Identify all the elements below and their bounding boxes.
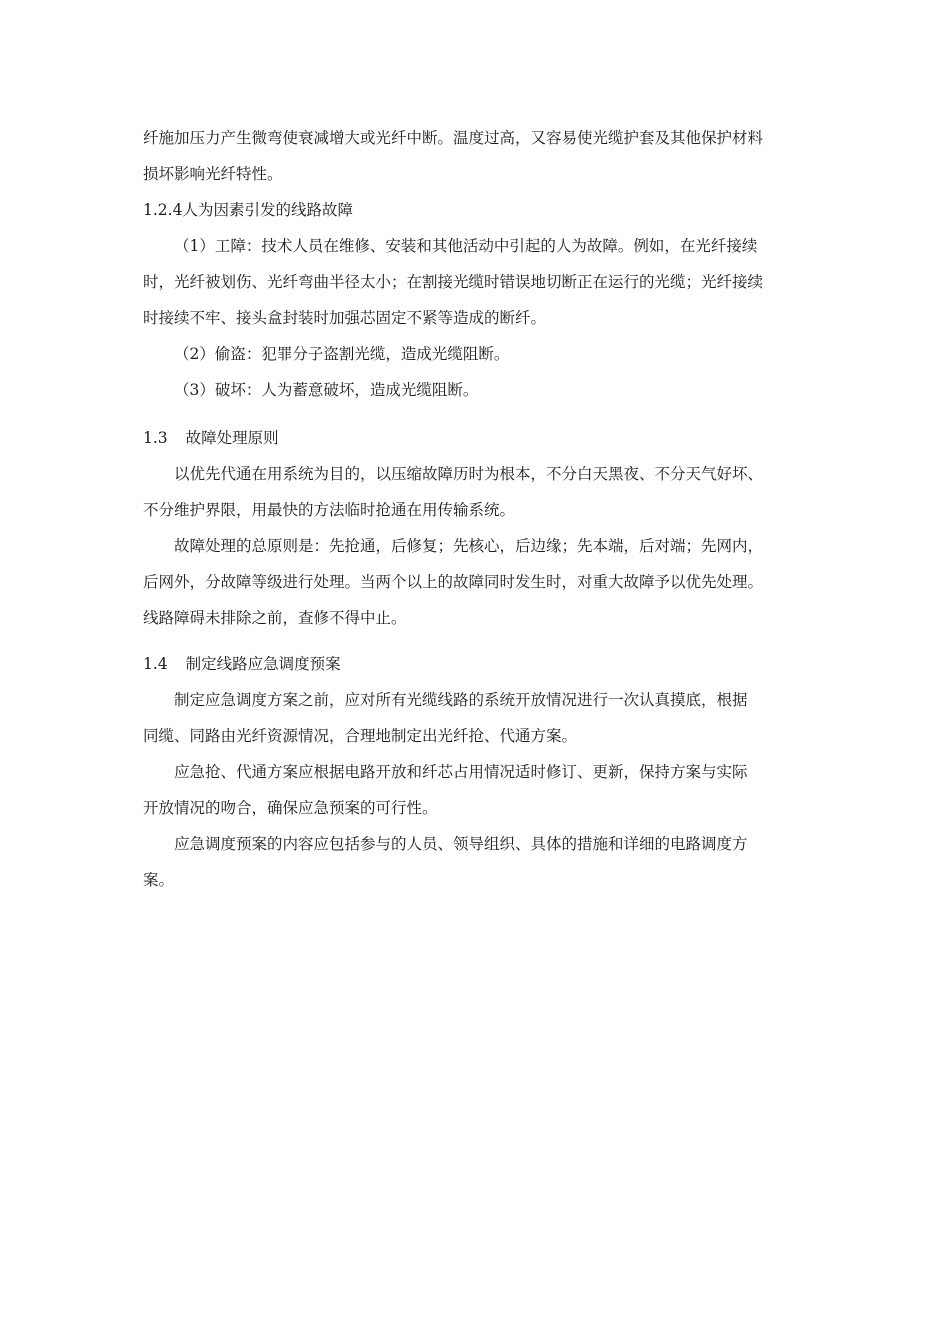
text-line: 制定应急调度方案之前，应对所有光缆线路的系统开放情况进行一次认真摸底，根据 xyxy=(174,691,748,709)
section-heading-1-3 xyxy=(143,420,808,456)
paragraph-principle-goal xyxy=(143,456,808,528)
text-line: 后网外，分故障等级进行处理。当两个以上的故障同时发生时，对重大故障予以优先处理。 xyxy=(143,573,764,591)
section-heading-1-4 xyxy=(143,646,808,682)
paragraph-theft: （2）偷盗：犯罪分子盗割光缆，造成光缆阻断。 xyxy=(174,345,510,363)
text-line: 故障处理的总原则是：先抢通，后修复；先核心，后边缘；先本端，后对端；先网内， xyxy=(174,537,764,555)
text-line: 纤施加压力产生微弯使衰减增大或光纤中断。温度过高，又容易使光缆护套及其他保护材料 xyxy=(143,129,764,147)
paragraph-worker-fault xyxy=(143,228,808,336)
section-title: 制定线路应急调度预案 xyxy=(185,655,341,673)
section-heading-1-2-4: 1.2.4人为因素引发的线路故障 xyxy=(143,201,353,219)
text-line: 时接续不牢、接头盒封装时加强芯固定不紧等造成的断纤。 xyxy=(143,309,547,327)
paragraph-general-principle xyxy=(143,528,808,636)
text-line: 时，光纤被划伤、光纤弯曲半径太小；在割接光缆时错误地切断正在运行的光缆；光纤接续 xyxy=(143,273,764,291)
paragraph-survey xyxy=(143,682,808,754)
text-line: 案。 xyxy=(143,871,175,889)
text-line: 损坏影响光纤特性。 xyxy=(143,165,283,183)
text-line: （1）工障：技术人员在维修、安装和其他活动中引起的人为故障。例如，在光纤接续 xyxy=(174,237,758,255)
text-line: 开放情况的吻合，确保应急预案的可行性。 xyxy=(143,799,438,817)
paragraph-revision xyxy=(143,754,808,826)
text-line: 线路障碍未排除之前，查修不得中止。 xyxy=(143,609,407,627)
text-line: 应急抢、代通方案应根据电路开放和纤芯占用情况适时修订、更新，保持方案与实际 xyxy=(174,763,748,781)
text-line: 应急调度预案的内容应包括参与的人员、领导组织、具体的措施和详细的电路调度方 xyxy=(174,835,748,853)
text-line: 同缆、同路由光纤资源情况，合理地制定出光纤抢、代通方案。 xyxy=(143,727,578,745)
document-page xyxy=(143,120,808,898)
text-line: 以优先代通在用系统为目的，以压缩故障历时为根本，不分白天黑夜、不分天气好坏、 xyxy=(174,465,764,483)
text-line: 不分维护界限，用最快的方法临时抢通在用传输系统。 xyxy=(143,501,516,519)
paragraph-plan-content xyxy=(143,826,808,898)
section-number: 1.4 xyxy=(143,655,168,673)
section-number: 1.3 xyxy=(143,429,168,447)
section-title: 故障处理原则 xyxy=(185,429,279,447)
intro-paragraph xyxy=(143,120,808,192)
paragraph-sabotage: （3）破坏：人为蓄意破坏，造成光缆阻断。 xyxy=(174,381,479,399)
